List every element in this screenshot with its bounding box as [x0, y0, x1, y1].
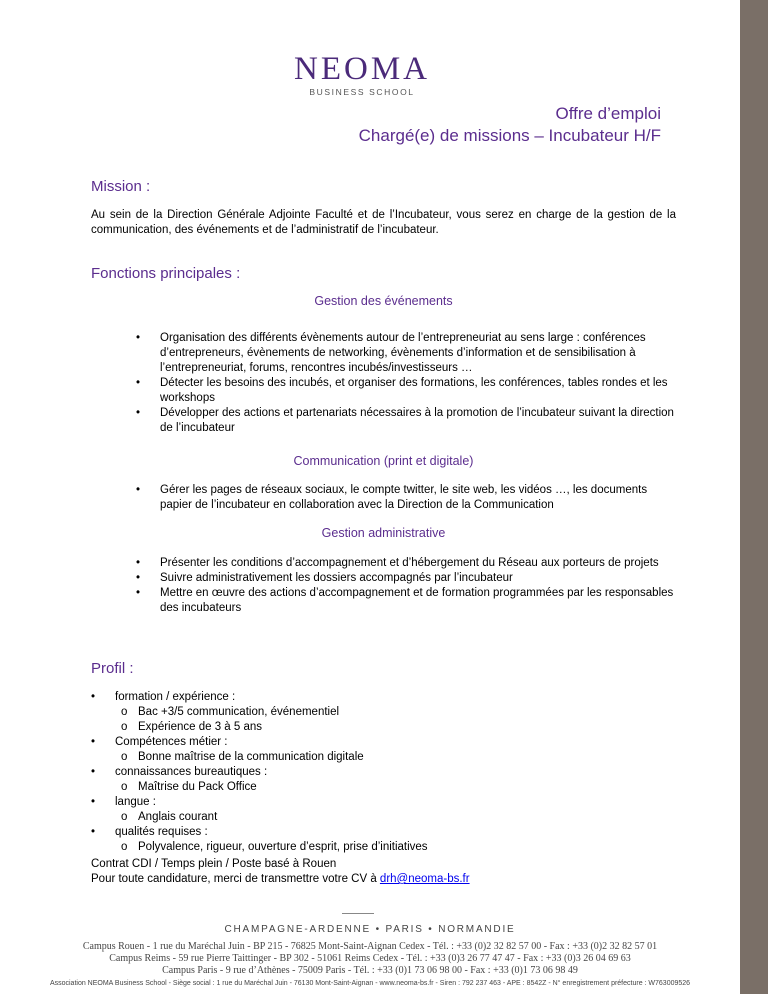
profile-heading: Profil :	[91, 660, 134, 677]
footer-divider	[342, 913, 374, 914]
apply-line: Pour toute candidature, merci de transmettre votre CV à drh@neoma-bs.fr	[91, 873, 470, 885]
profile-item: • connaissances bureautiques : o Maîtrise du Pack Office	[115, 765, 675, 795]
profile-item: • qualités requises : o Polyvalence, rigueur, ouverture d’esprit, prise d’initiatives	[115, 825, 675, 855]
list-item: • Gérer les pages de réseaux sociaux, le compte twitter, le site web, les vidéos …, les documents papier de l’incubateur en collaboration avec la Direction de la Communication	[136, 484, 648, 511]
profile-item: • Compétences métier : o Bonne maîtrise de la communication digitale	[115, 735, 675, 765]
group-title-communication: Communication (print et digitale)	[293, 454, 474, 468]
contract-info	[91, 857, 470, 887]
footer-campus-paris: Campus Paris - 9 rue d’Athènes - 75009 Paris - Tél. : +33 (0)1 73 06 98 00 - Fax : +33 (0)1 73 06 98 49	[162, 965, 578, 976]
footer-regions: CHAMPAGNE-ARDENNE • PARIS • NORMANDIE	[224, 924, 516, 935]
list-item: • Développer des actions et partenariats nécessaires à la promotion de l’incubateur suivant la direction de l’incubateur	[136, 407, 674, 434]
profile-subitem: o Polyvalence, rigueur, ouverture d’esprit, prise d’initiatives	[121, 841, 428, 853]
logo-subtitle: BUSINESS SCHOOL	[309, 87, 415, 97]
logo-wordmark: NEOMA	[294, 51, 430, 87]
contract-line: Contrat CDI / Temps plein / Poste basé à Rouen	[91, 858, 337, 870]
mission-text: Au sein de la Direction Générale Adjointe Faculté et de l’Incubateur, vous serez en charge de la gestion de la communication, des événements et de l’administratif de l’incubateur.	[91, 209, 676, 236]
functions-heading: Fonctions principales :	[91, 265, 241, 282]
group-title-events: Gestion des événements	[314, 294, 453, 308]
profile-item: • formation / expérience : o Bac +3/5 communication, événementiel o Expérience de 3 à 5 ans	[115, 690, 675, 735]
profile-subitem: o Bac +3/5 communication, événementiel	[121, 706, 340, 718]
neoma-logo	[282, 52, 442, 97]
footer-campus-reims: Campus Reims - 59 rue Pierre Taittinger - BP 302 - 51061 Reims Cedex - Tél. : +33 (0)3 26 77 47 47 - Fax : +33 (0)3 26 04 69 63	[109, 953, 631, 964]
profile-subitem: o Anglais courant	[121, 811, 218, 823]
communication-list	[136, 483, 680, 513]
profile-subitem: o Bonne maîtrise de la communication digitale	[121, 751, 364, 763]
profile-list	[91, 690, 675, 855]
footer-legal: Association NEOMA Business School - Siège social : 1 rue du Maréchal Juin - 76130 Mont-Saint-Aignan - www.neoma-bs.fr - Siren : 792 237 463 - APE : 8542Z - N° enregistrement préfecture : W763009526	[49, 980, 691, 987]
list-item: • Organisation des différents évènements autour de l’entrepreneuriat au sens large : conférences d’entrepreneurs, évènements de networking, évènements d’information et de sensibilisation à l’entrepreneuriat, forums, rencontres incubés/investisseurs …	[136, 332, 646, 374]
footer-campus-rouen: Campus Rouen - 1 rue du Maréchal Juin - BP 215 - 76825 Mont-Saint-Aignan Cedex - Tél. : +33 (0)2 32 82 57 00 - Fax : +33 (0)2 32 82 57 01	[82, 941, 658, 952]
document-title-line1: Offre d’emploi	[555, 104, 661, 123]
admin-list	[136, 556, 680, 616]
events-list	[136, 331, 680, 436]
document-title-line2: Chargé(e) de missions – Incubateur H/F	[358, 126, 661, 145]
profile-item: • langue : o Anglais courant	[115, 795, 675, 825]
profile-subitem: o Maîtrise du Pack Office	[121, 781, 257, 793]
group-title-admin: Gestion administrative	[321, 526, 446, 540]
list-item: • Présenter les conditions d’accompagnement et d’hébergement du Réseau aux porteurs de projets	[136, 557, 659, 569]
list-item: • Suivre administrativement les dossiers accompagnés par l’incubateur	[136, 572, 513, 584]
side-decorative-band	[740, 0, 768, 994]
list-item: • Mettre en œuvre des actions d’accompagnement et de formation programmées par les responsables des incubateurs	[136, 587, 674, 614]
mission-heading: Mission :	[91, 178, 151, 195]
email-link[interactable]: drh@neoma-bs.fr	[379, 873, 470, 885]
list-item: • Détecter les besoins des incubés, et organiser des formations, les conférences, tables rondes et les workshops	[136, 377, 668, 404]
profile-subitem: o Expérience de 3 à 5 ans	[121, 721, 263, 733]
